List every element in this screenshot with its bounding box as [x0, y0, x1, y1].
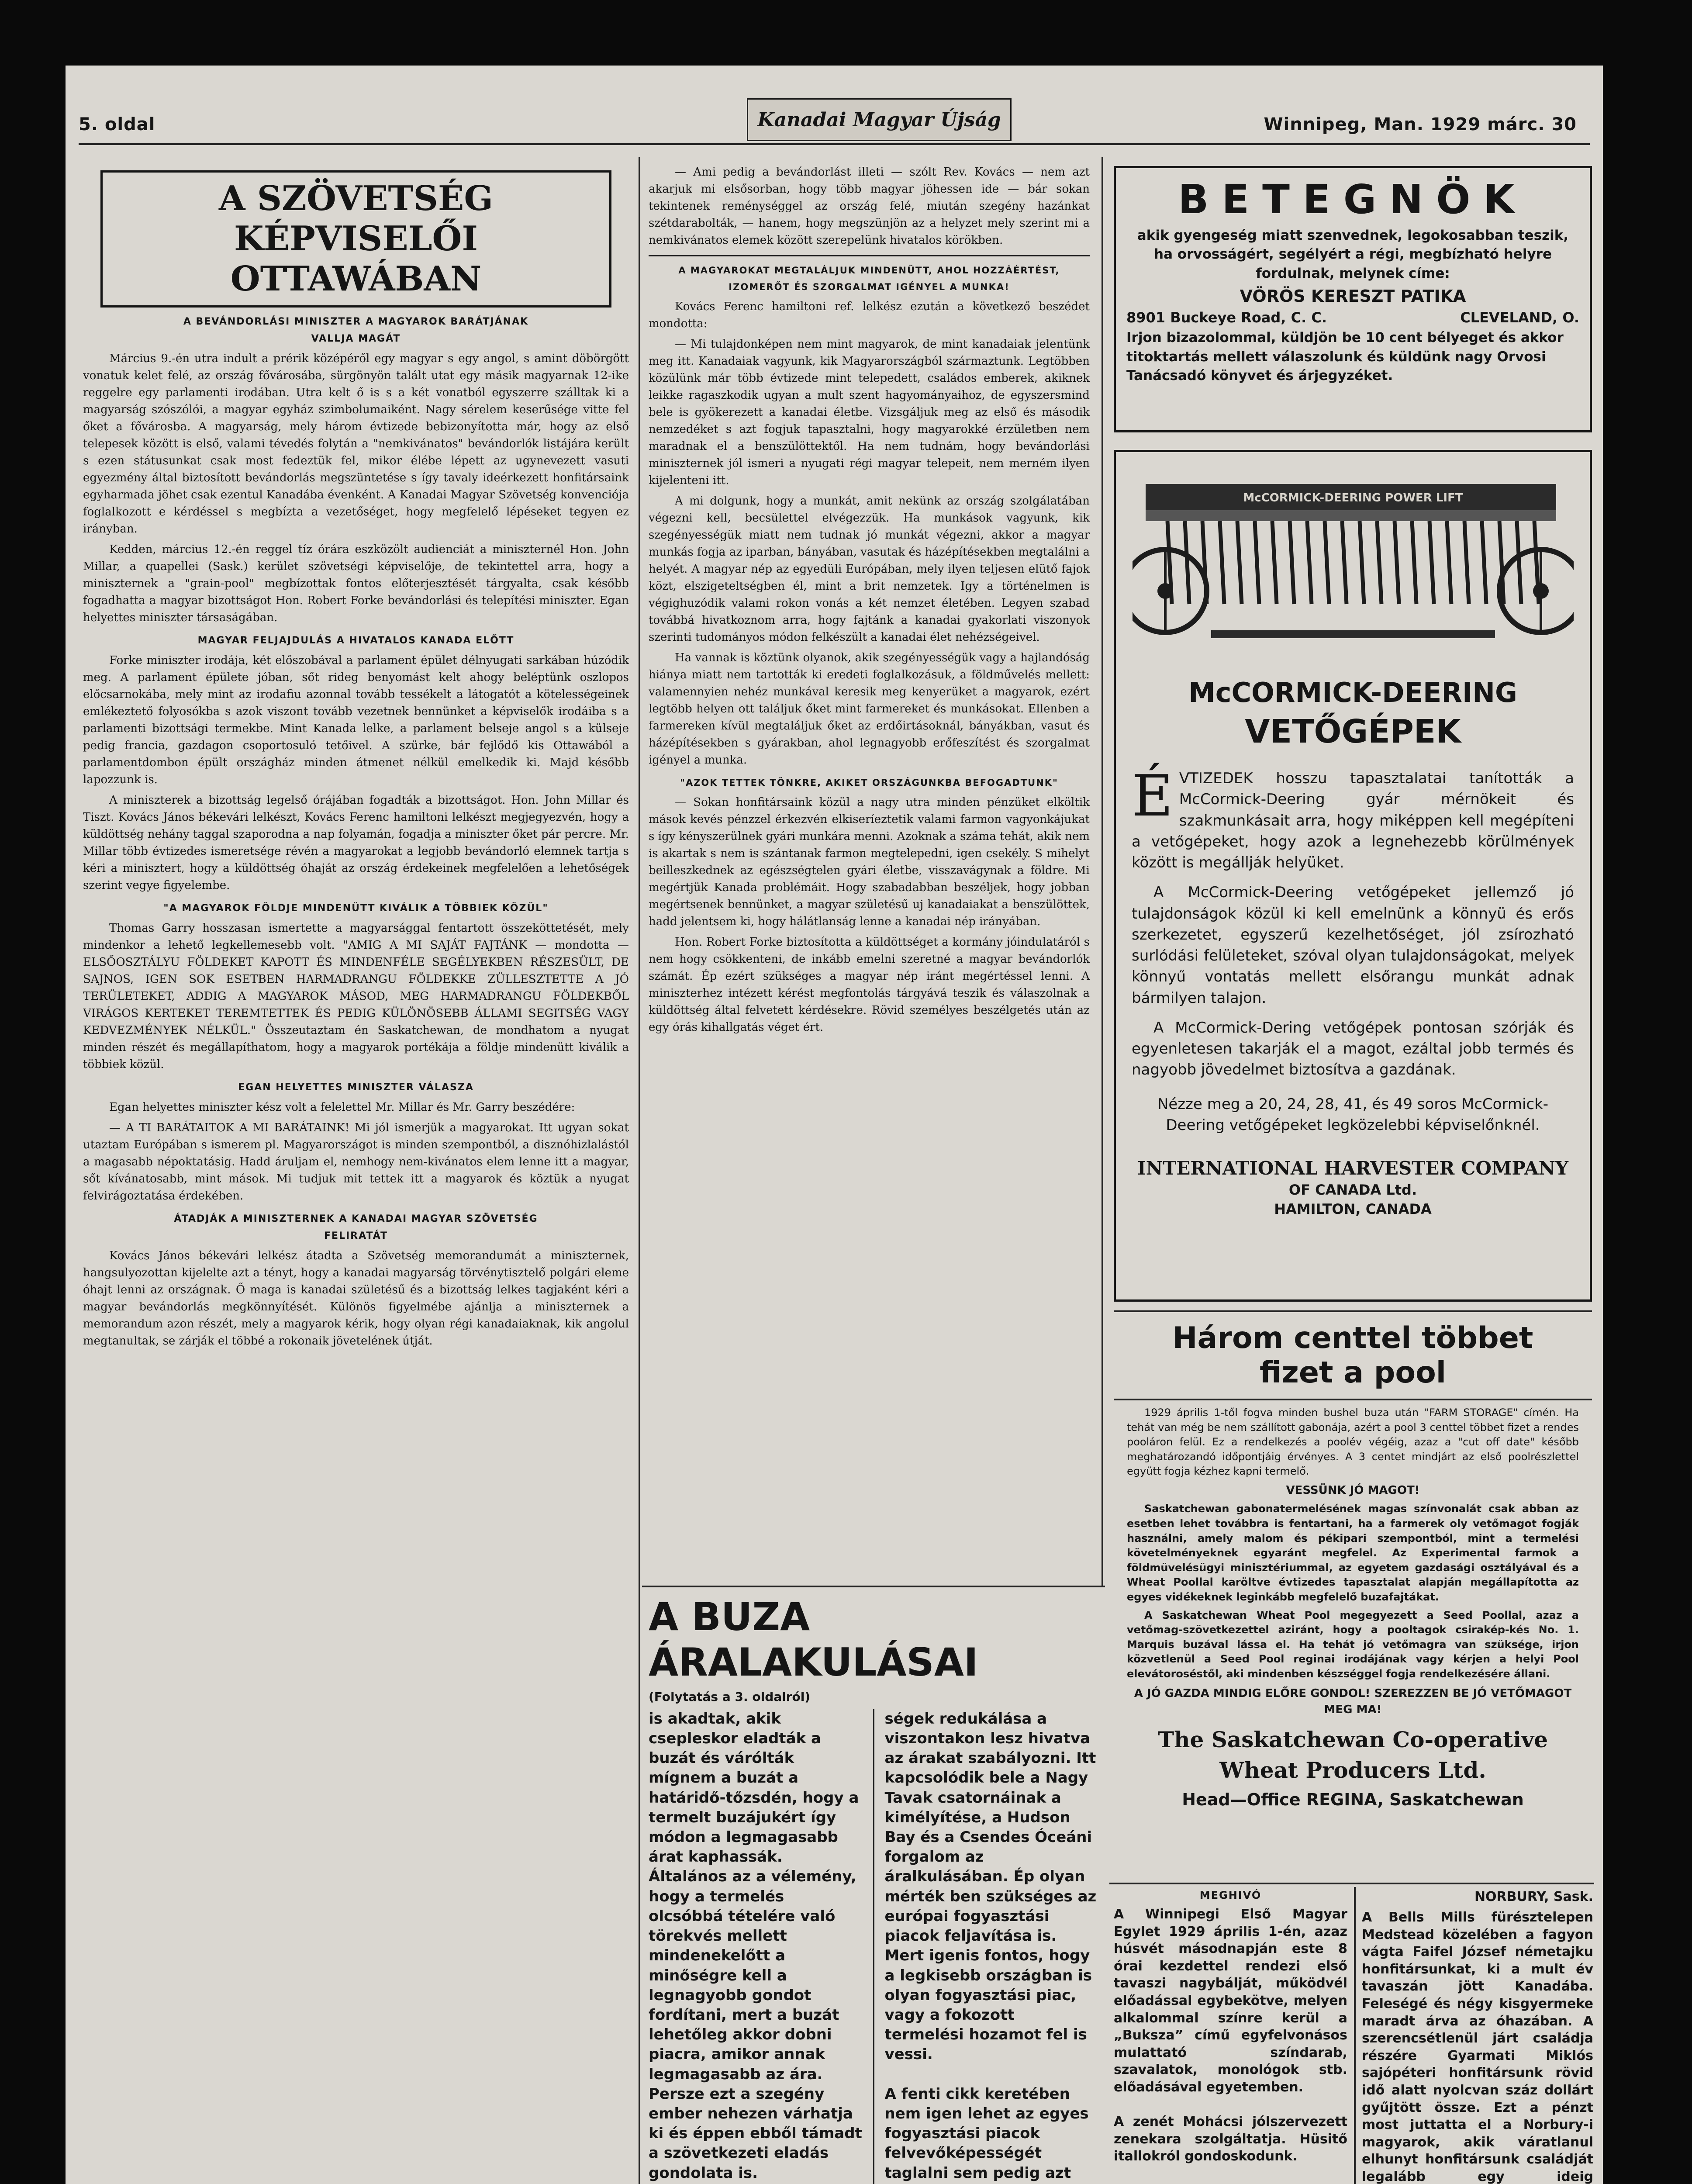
left-section4-para-1: Egan helyettes miniszter kész volt a felelettel Mr. Millar és Mr. Garry beszédére: — [109, 1101, 575, 1114]
mccormick-drop-cap: É — [1132, 763, 1173, 829]
left-section5-para-1: Kovács János békevári lelkész átadta a Szövetség memorandumát a miniszternek, hangsulyozottan kijelelte azt a tényt, hogy a kanadai magyarság törvénytisztelő polgári eleme óhajt lenni az országnak. Ő maga is kanadai születésű és a bizottság lelkes tagjaként kéri a magyar bevándorlás megkönnyítését. Különös figyelmébe ajánlja a miniszternek a memorandum azon részét, mely a magyarok kérik, hogy olyan régi kanadaiaknak, kik angolul megtanultak, se zárják el többé a rokonaik jövetelének útját. — [83, 1249, 629, 1348]
mccormick-company: INTERNATIONAL HARVESTER COMPANY — [1137, 1158, 1568, 1179]
pool-company-2: Wheat Producers Ltd. — [1219, 1757, 1486, 1783]
pool-company-1: The Saskatchewan Co-operative — [1157, 1727, 1548, 1753]
mccormick-product: VETŐGÉPEK — [1245, 713, 1461, 750]
pool-slogan: A JÓ GAZDA MINDIG ELŐRE GONDOL! SZEREZZEN BE JÓ VETŐMAGOT MEG MA! — [1134, 1687, 1572, 1716]
mccormick-ad — [1114, 450, 1592, 1302]
betegnok-line-1: akik gyengeség miatt szenvednek, legokosabban teszik, — [1137, 228, 1569, 243]
left-section3-para-1: Thomas Garry hosszasan ismertette a magyarsággal fentartott összeköttetését, mely mindenkor a lehető legkellemesebb volt. "AMIG A MI SAJÁT FAJTÁNK — mondotta — ELSŐOSZTÁLYU FÖLDEKET KAPOTT ÉS MINDENFÉLE SEGÉLYEKBEN RÉSZESÜLT, DE SAJNOS, IGEN SOK ESETBEN HARMADRANGU FÖLDEKKE ZÜLLESZTETTE A JÓ TERÜLETEKET, ADDIG A MAGYAROK MÁSOD, MEG HARMADRANGU FÖLDEKBŐL VIRÁGOS KERTEKET TEREMTETTEK ÉS PEDIG KÜLÖNÖSEBB ÁLLAMI SEGITSÉG VAGY KEDVEZMÉNYEK NÉLKÜL." Összeutaztam én Saskatchewan, de mondhatom a nyugat minden részét és megállapíthatom, hogy a magyarok portékája a földje mindenütt kiválik a többiek közül. — [83, 922, 629, 1071]
left-para-1: Március 9.-én utra indult a prérik középéről egy magyar s egy angol, s amint döbörgött vonatuk kelet felé, az ország fővárosába, sürgönyön talált utat egy másik magyarnak 12-ike reggelre egy parlamenti irodában. Utra kelt ő is s a két vonatból egyszerre szálltak ki a magyarság szószólói, a magyar egyház szimbolumaiként. Nagy sérelem keserűsége vitte fel őket a fővárosba. A magyarság, mely három évtizede bebizonyította már, hogy az első telepesek között is első, valami tévedés folytán a "nemkivánatos" bevándorlók listájára került s ezen státusunkat csak most fedeztük fel, mikor élébe lépett az ugynevezett vasuti egyezmény által biztosított bevándorlás megszüntetése s így tavaly ideérkezett honfitársaink egyharmada jöhet csak ezentul Kanadába évenként. A Kanadai Magyar Szövetség konvenciója foglalkozott e kérdéssel s megbízta a vezetőséget, hogy megfelelő lépéseket tegyen ez irányban. — [83, 352, 629, 536]
masthead-title: Kanadai Magyar Újság — [757, 108, 1001, 131]
bottom-right-col-rule — [1354, 1887, 1356, 2184]
mccormick-para-2: A McCormick-Deering vetőgépeket jellemző jó tulajdonságok közül ki kell emelnünk a könnyü és erős szerkezetet, egyszerű kezelhetőséget, jól zsírozható surlódási felületeket, szóval olyan tulajdonságokat, melyek könnyű vontatás mellett elsőrangu munkát adnak bármilyen talajon. — [1132, 884, 1574, 1007]
betegnok-line-2: ha orvosságért, segélyért a régi, megbízható helyre fordulnak, melynek címe: — [1154, 246, 1552, 281]
wheat-inner-rule — [873, 1709, 874, 2184]
column-rule-2 — [1102, 157, 1103, 1586]
meghivo-body: A Winnipegi Első Magyar Egylet 1929 április 1-én, azaz húsvét másodnapján este 8 órai kezdettel rendezi első tavaszi nagybálját, működvél előadással egybekötve, melyen alkalommal színre kerül a „Bukszaˮ című egyfelvonásos mulattató színdarab, szavalatok, monológok stb. előadásával egyetemben. A zenét Mohácsi jólszervezett zenekara szolgáltatja. Hüsitő itallokról gondoskodunk. — [1114, 1907, 1347, 2164]
betegnok-ad — [1114, 166, 1592, 432]
left-para-2: Kedden, március 12.-én reggel tíz órára eszközölt audienciát a miniszternél Hon. John Millar, a quapellei (Sask.) kerület szövetségi képviselője, de tekintettel arra, hogy a miniszternek a "grain-pool" megbízottak fontos előterjesztését tárgyalta, csak később fogadhatta a magyar bizottságot Hon. Robert Forke bevándorlási és telepítési miniszter. Egan helyettes miniszter társaságában. — [83, 543, 629, 625]
wheat-text-left: is akadtak, akik csepleskor eladták a buzát és várólták mígnem a buzát a határidő-tőzsdén, hogy a termelt buzájukért így módon a legmagasabb árat kaphassák. Általános az a vélemény, hogy a termelés olcsóbbá tételére való törekvés mellett mindenekelőtt a minőségre kell a legnagyobb gondot fordítani, mert a buzát lehetőleg akkor dobni piacra, amikor annak legmagasabb az ára. Persze ezt a szegény ember nehezen várhatja ki és éppen ebből támadt a szövetkezeti eladás gondolata is. — [649, 1710, 862, 2182]
newspaper-sheet — [66, 66, 1603, 2184]
left-section2-title: MAGYAR FELJAJDULÁS A HIVATALOS KANADA ELŐTT — [197, 635, 515, 646]
mccormick-body — [1132, 763, 1574, 1136]
left-section3-title: "A MAGYAROK FÖLDJE MINDENÜTT KIVÁLIK A TÖBBIEK KÖZÜL" — [163, 903, 549, 914]
mccormick-company-sub: OF CANADA Ltd. — [1288, 1182, 1417, 1199]
column-rule-1 — [639, 157, 640, 2184]
meghivo-notice — [1114, 1889, 1347, 2184]
middle-section1-para-1: Kovács Ferenc hamiltoni ref. lelkész ezután a következő beszédet mondotta: — [649, 300, 1090, 330]
drill-tubes — [1167, 521, 1539, 604]
pool-subhead: VESSÜNK JÓ MAGOT! — [1286, 1483, 1420, 1497]
left-headline-1: A SZÖVETSÉG KÉPVISELŐI — [219, 179, 493, 259]
drill-label: McCORMICK-DEERING POWER LIFT — [1243, 491, 1463, 505]
middle-section1-para-4: Ha vannak is köztünk olyanok, akik szegényességük vagy a hajlandóság hiánya miatt nem tartották ki eredeti foglalkozásuk, a földművelés mellett: valamennyien nehéz munkával keresik meg kenyerüket a magyarok, ezért legtöbb helyen ott találjuk őket mint farmereket és munkásokat. Ellenben a farmereken kívül megtaláljuk őket az erdőirtásoknál, bányákban, vasut és házépítésekben s gyárakban, ahol legnagyobb erőfeszítést és szorgalmat igényel a munka. — [649, 651, 1090, 767]
middle-intro: — Ami pedig a bevándorlást illeti — szólt Rev. Kovács — nem azt akarjuk mi elsősorban, hogy több magyar jöhessen ide — bár sokan tekintenek reménységgel az ország felé, miután szegény hazánkat szétdarabolták, — hanem, hogy megszünjön az a helyzet mely szerint mi a nemkivánatos elemek között szerepelünk hivatalos körökben. — [649, 166, 1090, 247]
middle-article — [649, 164, 1090, 1592]
betegnok-company: VÖRÖS KERESZT PATIKA — [1240, 287, 1466, 306]
betegnok-city: CLEVELAND, O. — [1460, 309, 1579, 326]
betegnok-address-row — [1126, 309, 1579, 326]
mccormick-company-city: HAMILTON, CANADA — [1274, 1201, 1432, 1218]
left-headline-2: OTTAWÁBAN — [230, 259, 482, 299]
norbury-notice — [1362, 1889, 1593, 2184]
middle-section2-para-1: — Sokan honfitársaink közül a nagy utra minden pénzüket elköltik mások kevés pénzzel érkezvén elkiseríeztetik valami farmon vagyonkájukat s így kényszerülnek gyári munkára menni. Azoknak a száma tehát, akik nem is akartak s nem is szántanak farmon megtelepedni, igen csekély. S mihelyt beilleszkednek az egészségtelen gyári életbe, visszavágynak a földre. Mi megértjük Kanada problémáit. Hogy szabadabban beszéljek, hogy jobban megértsenek bennünket, a magyar születésű uj kanadaiakat a benszülöttek, hadd jelentsem ki, hogy hálátlanság lenne a kanadai nép irányában. — [649, 796, 1090, 928]
middle-section1-title-2: IZOMERŐT ÉS SZORGALMAT IGÉNYEL A MUNKA! — [729, 282, 1010, 292]
wheat-headline: A BUZA ÁRALAKULÁSAI — [649, 1594, 978, 1685]
left-section4-title: EGAN HELYETTES MINISZTER VÁLASZA — [238, 1082, 474, 1093]
middle-divider — [649, 255, 1090, 256]
seed-drill-illustration — [1133, 460, 1574, 652]
masthead — [747, 98, 1012, 141]
betegnok-title: BETEGNÖK — [1178, 176, 1528, 223]
middle-section1-title-1: A MAGYAROKAT MEGTALÁLJUK MINDENÜTT, AHOL HOZZÁÉRTÉST, — [678, 265, 1060, 276]
norbury-title: NORBURY, Sask. — [1474, 1889, 1593, 1904]
pool-para-2: Saskatchewan gabonatermelésének magas színvonalát csak abban az esetben lehet továbbra is fentartani, ha a farmerek oly vetőmagot fogják használni, amely malom és pékipari szempontból, mint a termelési követelményeknek egyaránt megfelel. Az Experimental farmok a földmüvelésügyi minisztériummal, az egyetem gazdasági osztályával és a Wheat Poollal karöltve évtizedes tapasztalat alapján megállapította az egyes vidékeknek leginkább megfelelő buzafajtákat. — [1127, 1503, 1579, 1603]
bottom-right-rule — [1109, 1883, 1594, 1884]
left-section5-title-2: FELIRATÁT — [324, 1230, 388, 1242]
middle-section2-title: "AZOK TETTEK TÖNKRE, AKIKET ORSZÁGUNKBA BEFOGADTUNK" — [680, 778, 1058, 788]
page-number: 5. oldal — [79, 114, 155, 135]
pool-title-1: Három centtel többet — [1172, 1321, 1533, 1355]
left-section2-para-1: Forke miniszter irodája, két előszobával a parlament épület délnyugati sarkában húzódik meg. A parlament épülete jóban, sőt rideg benyomást kelt ahogy beléptünk oszlopos előcsarnokába, mely mint az irodafiu azonnal tovább tessékelt a látogatót a kötelességeinek emlékeztető folyosókba s azok viszont tovább vezetnek bennünket a képviselők irodáiba s a parlamenti bizottsági termekbe. Mint Kanada lelke, a parlament belseje angol s a külseje pedig francia, gazdagon csoportosuló tetőivel. A szürke, bár fejlődő kis Ottawából a parlamentdombon épült országház minden átmenet nélkül emelkedik ki. Majd később lapozzunk is. — [83, 654, 629, 787]
norbury-body: A Bells Mills fürésztelepen Medstead közelében a fagyon vágta Faifel József németajku honfitársunkat, ki a mult év tavaszán jött Kanadába. Feleségé és négy kisgyermeke maradt árva az óhazában. A szerencsétlenül járt családja részére Gyarmati Miklós sajópéteri honfitársunk rövid idő alatt nyolcvan száz dollárt gyűjtött össze. Ezt a pénzt most juttatta el a Norbury-i magyarok, akik váratlanul elhunyt honfitársunk családját legalább egy ideig — [1362, 1910, 1593, 2184]
left-article — [83, 166, 629, 2184]
left-headline-box — [100, 170, 611, 308]
pool-body — [1114, 1400, 1592, 1817]
left-subtitle-2: VALLJA MAGÁT — [311, 333, 401, 345]
wheat-top-rule — [642, 1586, 1105, 1587]
left-section4-para-2: — A TI BARÁTAITOK A MI BARÁTAINK! Mi jól ismerjük a magyarokat. Itt ugyan sokat utaztam Európában s ismerem pl. Magyarországot is minden szempontból, a disznóhizlalástól a magasabb népoktatásig. Hadd áruljam el, nemhogy nem-kivánatos elem lenne itt a magyar, sőt kívánatosabb, mint mások. Mi tudjuk mit tettek itt a magyarok és köztük a nyugat felvirágoztatása érdekében. — [83, 1121, 629, 1203]
pool-ad — [1114, 1310, 1592, 1878]
mccormick-para-3: A McCormick-Dering vetőgépek pontosan szórják és egyenletesen takarják el a magot, ezáltal jobb termés és nagyobb jövedelmet biztosítva a gazdának. — [1132, 1019, 1574, 1079]
left-subtitle-1: A BEVÁNDORLÁSI MINISZTER A MAGYAROK BARÁTJÁNAK — [183, 316, 529, 328]
mccormick-callout: Nézze meg a 20, 24, 28, 41, és 49 soros McCormick-Deering vetőgépeket legközelebbi képviselőnknél. — [1157, 1095, 1549, 1134]
pool-para-1: 1929 április 1-től fogva minden bushel buza után "FARM STORAGE" címén. Ha tehát van még be nem szállított gabonája, azért a pool 3 centtel többet fizet a rendes pooláron felül. Ez a rendelkezés a poolév végéig, azaz a "cut off date" később meghatározandó időpontjáig érvényes. A 3 centet mindjárt az első poolrészlettel együtt fogja kézhez kapni termelő. — [1127, 1406, 1579, 1478]
betegnok-body: Irjon bizazolommal, küldjön be 10 cent bélyeget és akkor titoktartás mellett válaszolunk és küldünk nagy Orvosi Tanácsadó könyvet és árjegyzéket. — [1126, 330, 1564, 384]
wheat-columns — [649, 1709, 1098, 2184]
middle-section2-para-2: Hon. Robert Forke biztosította a küldöttséget a kormány jóindulatáról s nem hogy csökkenteni, de inkább emelni szeretné a magyar bevándorlók számát. Ép ezért szükséges a magyar nép iránt megértéssel lenni. A miniszterhez intézett kérést megfontolás tárgyává teszik és válaszolnak a küldöttség által felvetett kérdésekre. Rövid személyes beszélgetés után az egy órás kihallgatás véget ért. — [649, 936, 1090, 1034]
pool-title-2: fizet a pool — [1259, 1355, 1447, 1390]
middle-section1-para-2: — Mi tulajdonképen nem mint magyarok, de mint kanadaiak jelentünk meg itt. Kanadaiak vagyunk, kik Magyarországból származtunk. Legtöbben közülünk már több évtizede mint telepedett, családos emberek, akiknek leikke ragaszkodik ugyan a mult szent hagyományaihoz, de egyszersmind bele is gyökerezett a kanadai életbe. Vizsgáljuk meg az első és második nemzedéket s azt fogjuk tapasztalni, hogy magyarokké érzületben nem maradnak el a benszülöttektől. Ha nem tudnám, hogy bevándorlási miniszternek jól ismeri a nyugati régi magyar telepeit, nem merném ilyen kijelenteni itt. — [649, 338, 1090, 487]
mccormick-para-1 — [1132, 763, 1574, 873]
pool-header — [1114, 1310, 1592, 1400]
meghivo-title: MEGHIVÓ — [1199, 1889, 1262, 1901]
dateline: Winnipeg, Man. 1929 márc. 30 — [1264, 114, 1577, 135]
wheat-article — [649, 1594, 1098, 2184]
left-section5-title-1: ÁTADJÁK A MINISZTERNEK A KANADAI MAGYAR SZÖVETSÉG — [174, 1213, 538, 1225]
betegnok-address: 8901 Buckeye Road, C. C. — [1126, 309, 1327, 326]
header-rule — [79, 143, 1590, 145]
middle-section1-para-3: A mi dolgunk, hogy a munkát, amit nekünk az ország szolgálatában végezni kell, becsülettel elvégezzük. Ha munkások vagyunk, kik szegényességük miatt nem tudnak jó munkát végezni, akkor a magyar munkás fogja az iparban, bányában, vasutak és házépítésekben megtalálni a helyét. A magyar nép az egyedüli Európában, mely ilyen teljesen elütő fajok közt, elszigeteltségben él, mint a brit nemzetek. Igy a történelmen is végighuzódik valami rokon vonás a két nemzet életében. Legyen szabad továbbá hivatkoznom arra, hogy fajtánk a kanadai gyakorlati viszonyok szerinti tudományos módon felkészült a kanadai élet nehézségeivel. — [649, 494, 1090, 644]
wheat-text-right: ségek redukálása a viszontakon lesz hivatva az árakat szabályozni. Itt kapcsolódik bele a Nagy Tavak csatornáinak a kimélyítése, a Hudson Bay és a Csendes Óceáni forgalom az áralkulásában. Ép olyan mérték ben szükséges az európai fogyasztási piacok feljavítása is. Mert igenis fontos, hogy a legkisebb országban is olyan fogyasztási piac, vagy a fokozott termelési hozamot fel is vessi. A fenti cikk keretében nem igen lehet az egyes fogyasztási piacok felvevőképességét taglalni sem pedig azt — [884, 1710, 1097, 2182]
mccormick-para-1-text: VTIZEDEK hosszu tapasztalatai tanították a McCormick-Deering gyár mérnökeit és szakmunkásait arra, hogy miképpen kell megépíteni a vetőgépeket, hogy azok a legnehezebb körülmények között is megállják helyüket. — [1132, 770, 1574, 872]
pool-para-3: A Saskatchewan Wheat Pool megegyezett a Seed Poollal, azaz a vetőmag-szövetkezettel aziránt, hogy a pooltagok csirakép-kés No. 1. Marquis buzával lássa el. Ha tehát jó vetőmagra van szüksége, irjon közvetlenül a Seed Pool reginai irodájának vagy kérjen a helyi Pool elevátoroséstől, aki mindenben készséggel fogja rendelkezésére állani. — [1127, 1609, 1579, 1680]
pool-company-3: Head—Office REGINA, Saskatchewan — [1182, 1790, 1524, 1810]
wheat-continuation: (Folytatás a 3. oldalról) — [649, 1689, 811, 1704]
left-section2-para-2: A miniszterek a bizottság legelső órájában fogadták a bizottságot. Hon. John Millar és Tiszt. Kovács János békevári lelkészt, Kovács Ferenc hamiltoni lelkészt megjegyezvén, hogy a küldöttség nehány taggal szaporodna a nap folyamán, fogadja a miniszter őket pár percre. Mr. Millar több évtizedes ismeretsége révén a magyarokat a legjobb bevándorló elemnek tartja s kéri a minisztert, hogy a küldöttség óhaját az ország érdekeinek megfelelően a lehetőségek szerint vegye figyelembe. — [83, 794, 629, 892]
mccormick-brand: McCORMICK-DEERING — [1188, 677, 1517, 708]
